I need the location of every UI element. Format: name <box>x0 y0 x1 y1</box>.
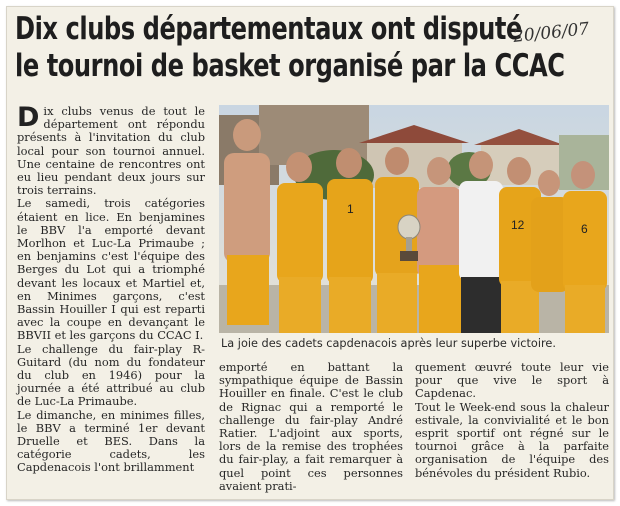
paragraph-fair-play: Le challenge du fair-play R-Guitard (du nom du fondateur du club en 1946) pour la journée a été attribué au club de Luc-La Primaube. <box>17 341 205 409</box>
lead-text: ix clubs venus de tout le département ont répondu présents à l'invitation du club local pour son tournoi annuel. Une centaine de rencontres ont eu lieu pendant deux jours sur trois terrains. <box>17 104 205 198</box>
paragraph-weekend: Tout le Week-end sous la chaleur estivale, la convivialité et le bon esprit sportif ont régné sur le tournoi grâce à la parfaite organisation de l'équipe des bénévoles du président Rubio. <box>415 399 609 480</box>
jersey-number: 6 <box>581 222 588 236</box>
paragraph-capdenac: quement œuvré toute leur vie pour que vive le sport à Capdenac. <box>415 360 609 401</box>
photo-caption: La joie des cadets capdenacois après leur superbe victoire. <box>221 337 556 350</box>
lead-paragraph <box>17 102 205 198</box>
newspaper-clipping <box>6 6 614 500</box>
article-column-2 <box>219 361 403 493</box>
paragraph-saturday: Le samedi, trois catégories étaient en lice. En benjamines le BBV l'a emporté devant Morlhon et Luc-La Primaube ; en benjamins c'est l'équipe des Berges du Lot qui a triomphé devant les locaux et Martiel et, en Minimes garçons, c'est Bassin Houiller I qui est reparti avec la coupe en devançant le BBVII et les garçons du CCAC I. <box>17 196 205 343</box>
jersey-number: 12 <box>511 218 525 232</box>
headline-line-1: Dix clubs départementaux ont disputé <box>15 11 522 47</box>
handwritten-date: 20/06/07 <box>512 19 591 47</box>
drop-cap: D <box>17 102 40 133</box>
paragraph-final: emporté en battant la sympathique équipe de Bassin Houiller en finale. C'est le club de Rignac qui a remporté le challenge du fair-play André Ratier. L'adjoint aux sports, lors de la remise des trophées du fair-play, a fait remarquer à quel point ces personnes avaient prati- <box>219 360 403 493</box>
team-photo <box>219 105 609 333</box>
article-column-1 <box>17 102 205 475</box>
paragraph-sunday: Le dimanche, en minimes filles, le BBV a terminé 1er devant Druelle et BES. Dans la catégorie cadets, les Capdenacois l'ont brillamment <box>17 407 205 475</box>
article-column-3 <box>415 361 609 480</box>
headline-line-2: le tournoi de basket organisé par la CCAC <box>15 48 565 84</box>
jersey-number: 1 <box>347 202 354 216</box>
